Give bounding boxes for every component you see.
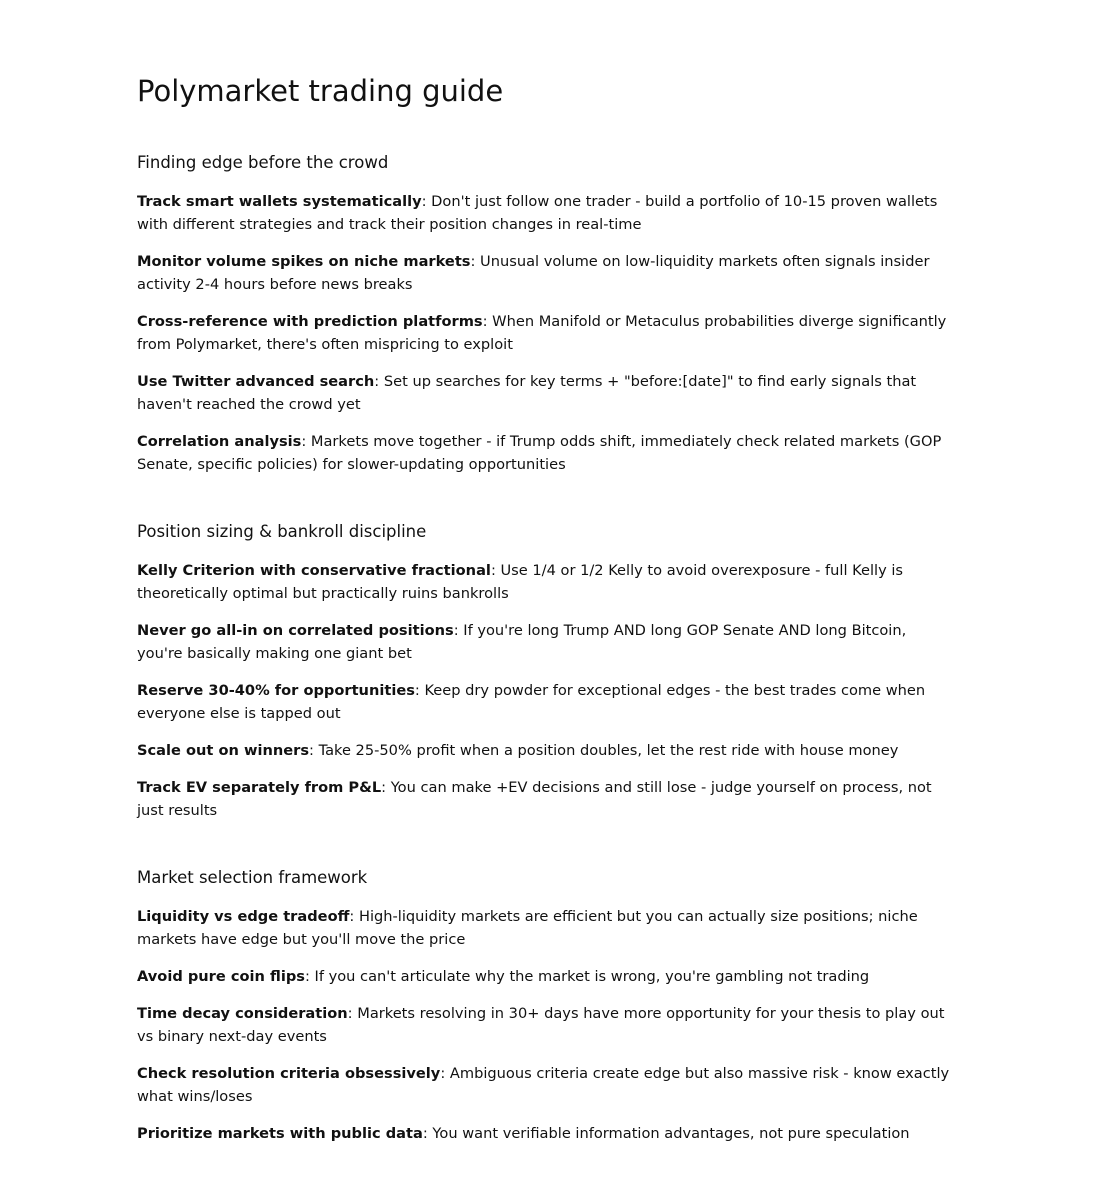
list-item <box>137 559 952 605</box>
item-title: Correlation analysis <box>137 433 302 450</box>
item-title: Check resolution criteria obsessively <box>137 1065 441 1082</box>
list-item <box>137 739 952 762</box>
item-text: : If you're long Trump AND long GOP Senate AND long Bitcoin, you're basically making one giant bet <box>137 622 907 662</box>
item-text: : When Manifold or Metaculus probabilities diverge significantly from Polymarket, there's often mispricing to exploit <box>137 313 947 353</box>
section-market-selection <box>137 867 957 1145</box>
item-title: Kelly Criterion with conservative fractional <box>137 562 491 579</box>
list-item <box>137 310 952 356</box>
item-title: Monitor volume spikes on niche markets <box>137 253 471 270</box>
item-text: : High-liquidity markets are efficient but you can actually size positions; niche markets have edge but you'll move the price <box>137 908 918 948</box>
item-title: Cross-reference with prediction platforms <box>137 313 483 330</box>
item-title: Never go all-in on correlated positions <box>137 622 454 639</box>
list-item <box>137 1062 952 1108</box>
section-heading: Market selection framework <box>137 868 368 887</box>
list-item <box>137 370 952 416</box>
section-finding-edge <box>137 152 957 476</box>
list-item <box>137 1002 952 1048</box>
item-text: : If you can't articulate why the market is wrong, you're gambling not trading <box>304 968 870 985</box>
item-title: Avoid pure coin flips <box>137 968 305 985</box>
item-title: Track smart wallets systematically <box>137 193 422 210</box>
item-text: : You can make +EV decisions and still lose - judge yourself on process, not just results <box>137 779 932 819</box>
item-title: Use Twitter advanced search <box>137 373 375 390</box>
section-list <box>137 190 957 476</box>
item-text: : Markets resolving in 30+ days have more opportunity for your thesis to play out vs binary next-day events <box>137 1005 945 1045</box>
section-list <box>137 559 957 822</box>
section-position-sizing <box>137 521 957 822</box>
list-item <box>137 965 952 988</box>
list-item <box>137 1122 952 1145</box>
item-text: : Don't just follow one trader - build a portfolio of 10-15 proven wallets with different strategies and track their position changes in real-time <box>137 193 938 233</box>
item-title: Liquidity vs edge tradeoff <box>137 908 350 925</box>
list-item <box>137 619 952 665</box>
item-text: : Keep dry powder for exceptional edges - the best trades come when everyone else is tapped out <box>137 682 926 722</box>
list-item <box>137 905 952 951</box>
section-heading: Position sizing & bankroll discipline <box>137 522 427 541</box>
list-item <box>137 679 952 725</box>
item-title: Track EV separately from P&L <box>137 779 382 796</box>
page-title: Polymarket trading guide <box>137 74 504 108</box>
item-title: Scale out on winners <box>137 742 310 759</box>
item-title: Reserve 30-40% for opportunities <box>137 682 415 699</box>
item-text: : Use 1/4 or 1/2 Kelly to avoid overexposure - full Kelly is theoretically optimal but practically ruins bankrolls <box>137 562 904 602</box>
item-title: Prioritize markets with public data <box>137 1125 423 1142</box>
item-text: : You want verifiable information advantages, not pure speculation <box>422 1125 910 1142</box>
list-item <box>137 190 952 236</box>
item-text: : Set up searches for key terms + "before:[date]" to find early signals that haven't reached the crowd yet <box>137 373 917 413</box>
list-item <box>137 430 952 476</box>
item-text: : Ambiguous criteria create edge but also massive risk - know exactly what wins/loses <box>137 1065 950 1105</box>
item-title: Time decay consideration <box>137 1005 348 1022</box>
item-text: : Markets move together - if Trump odds shift, immediately check related markets (GOP Senate, specific policies) for slower-updating opportunities <box>137 433 942 473</box>
section-heading: Finding edge before the crowd <box>137 153 389 172</box>
list-item <box>137 776 952 822</box>
item-text: : Take 25-50% profit when a position doubles, let the rest ride with house money <box>309 742 899 759</box>
list-item <box>137 250 952 296</box>
section-list <box>137 905 957 1145</box>
item-text: : Unusual volume on low-liquidity markets often signals insider activity 2-4 hours before news breaks <box>137 253 930 293</box>
